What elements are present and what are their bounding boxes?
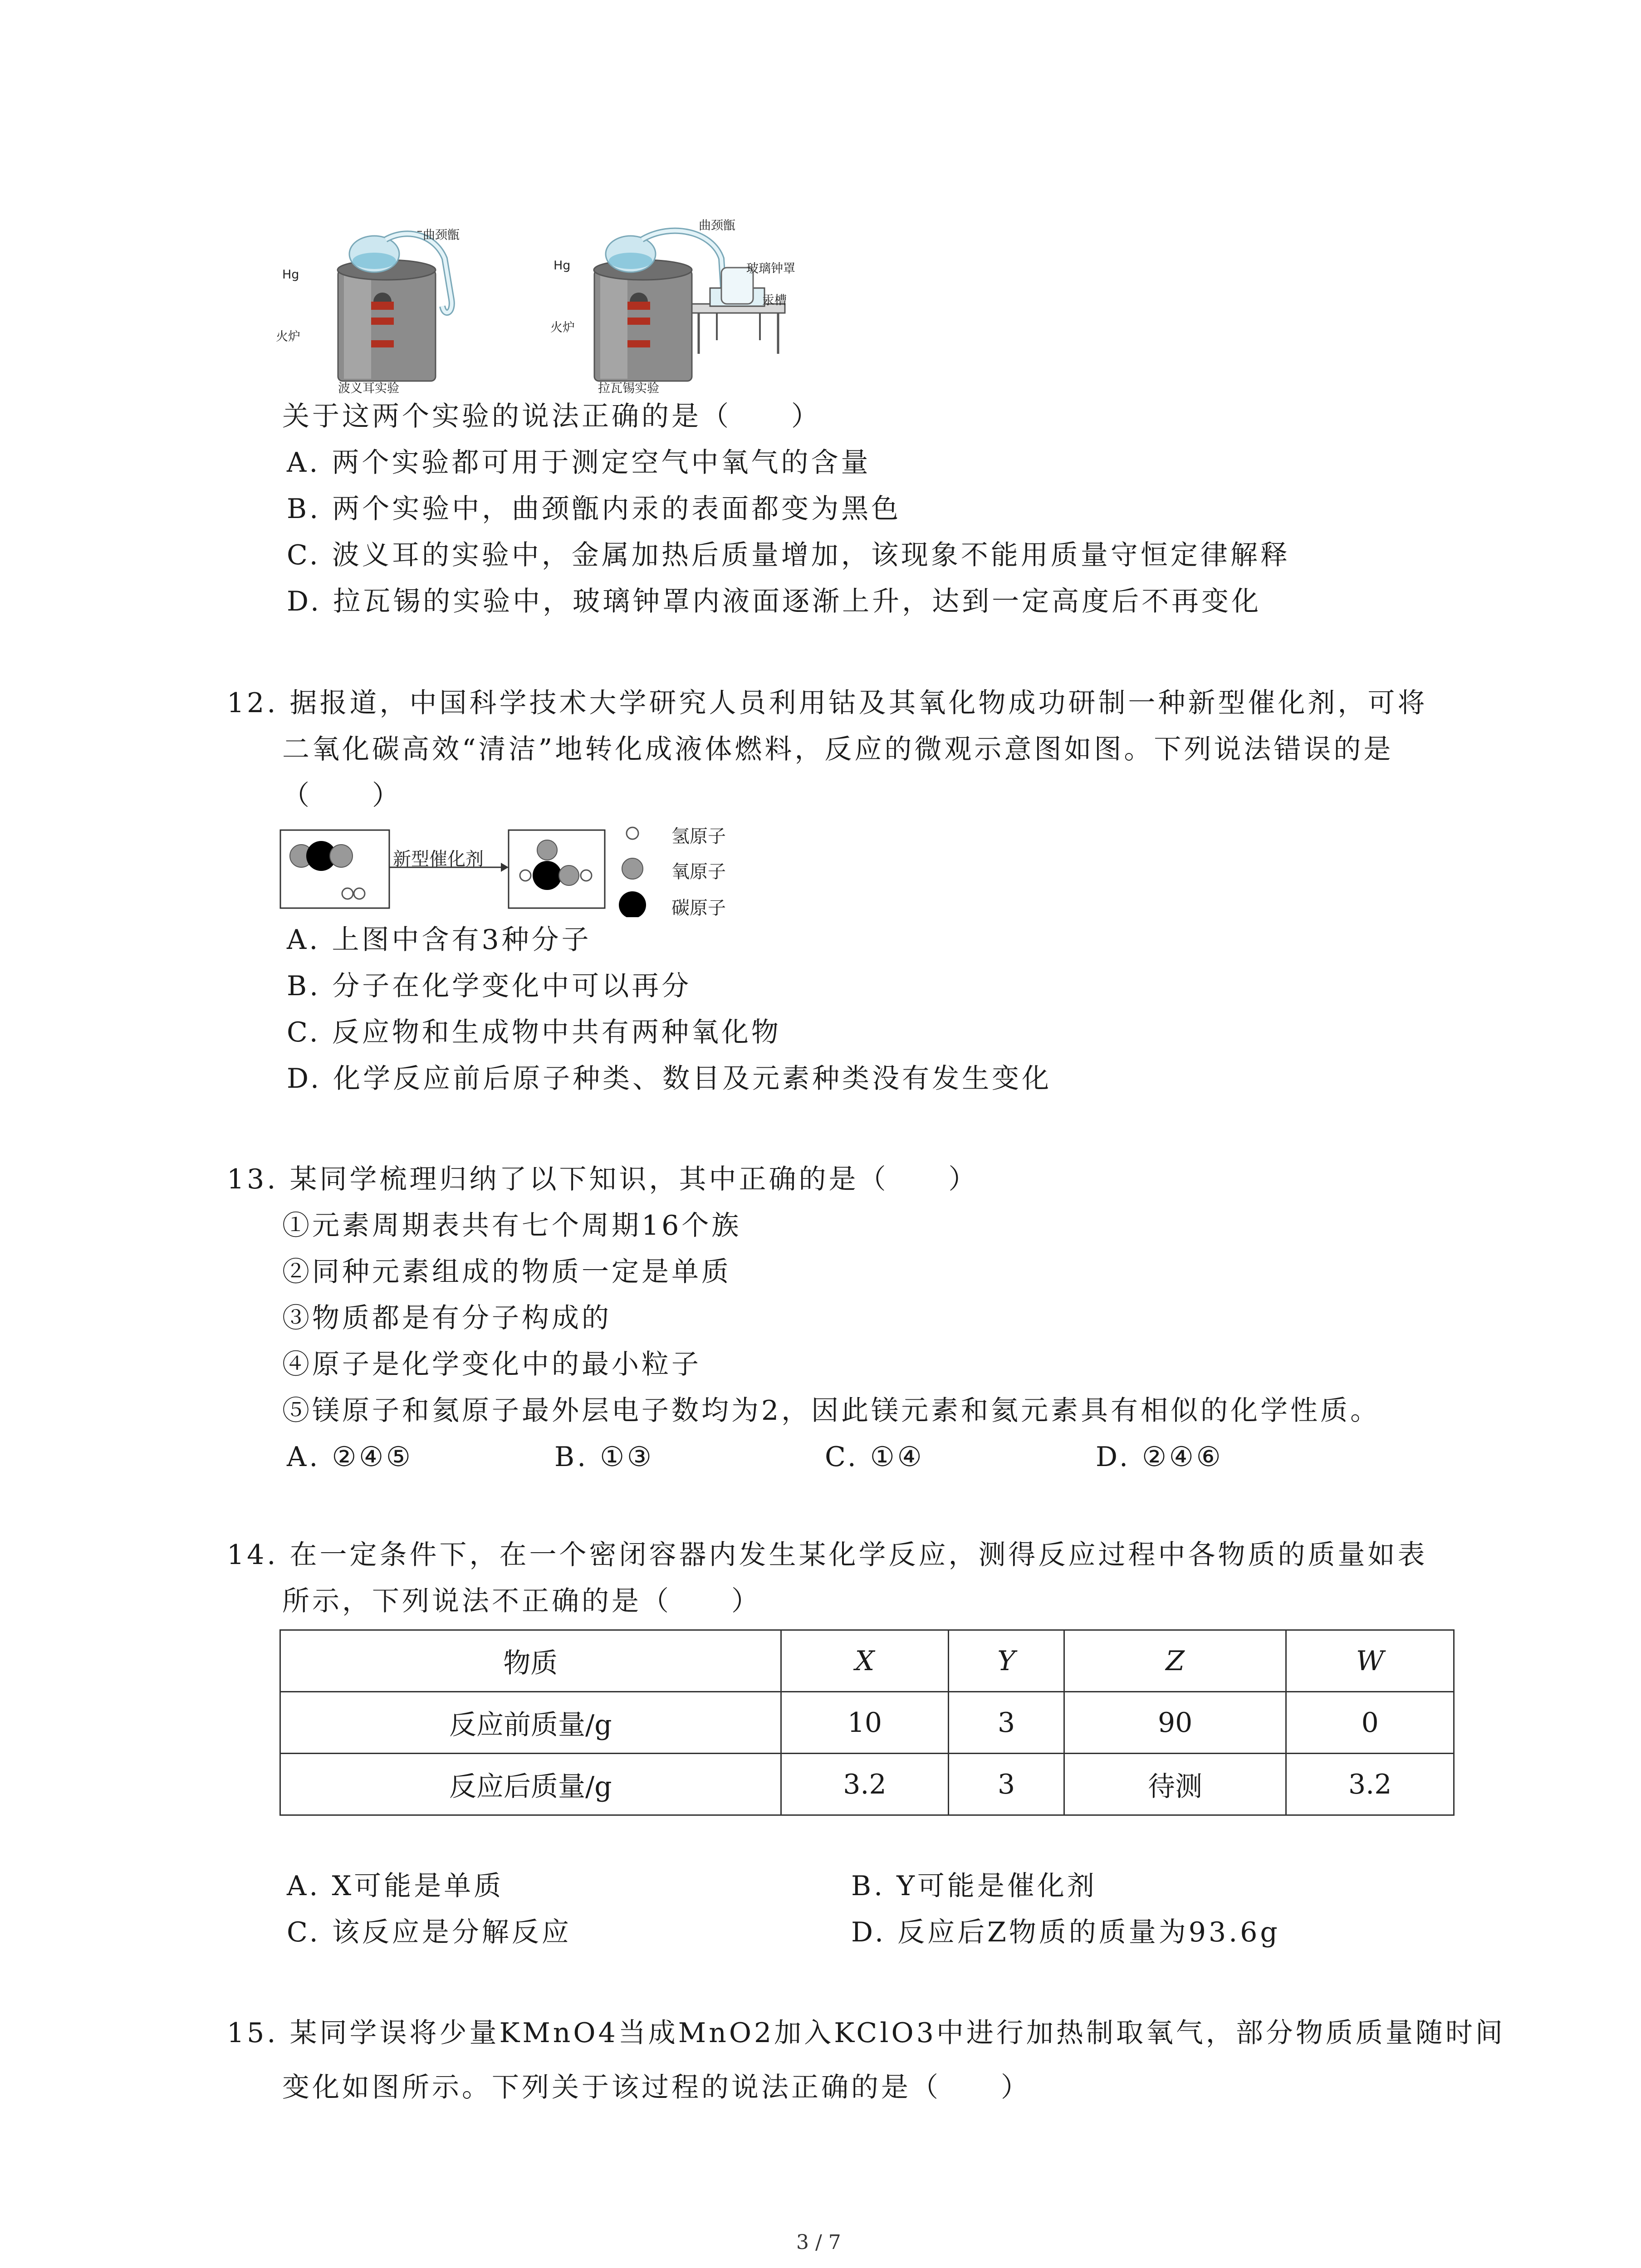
table-header-cell: Z	[1064, 1630, 1286, 1692]
q13-item-1: ①元素周期表共有七个周期16个族	[282, 1210, 742, 1242]
q11-option-b: B. 两个实验中，曲颈甑内汞的表面都变为黑色	[287, 493, 901, 525]
q11-option-c: C. 波义耳的实验中，金属加热后质量增加，该现象不能用质量守恒定律解释	[287, 539, 1290, 571]
q13-option-d: D. ②④⑥	[1096, 1441, 1224, 1473]
q13-item-3: ③物质都是有分子构成的	[282, 1302, 612, 1334]
table-cell: 反应前质量/g	[280, 1692, 781, 1754]
hydrogen-atom-icon	[581, 870, 592, 881]
table-header-cell: X	[781, 1630, 949, 1692]
q12-option-d: D. 化学反应前后原子种类、数目及元素种类没有发生变化	[287, 1063, 1052, 1095]
q13-item-4: ④原子是化学变化中的最小粒子	[282, 1349, 701, 1380]
label-hg-1: Hg	[282, 268, 299, 282]
q13-option-b: B. ①③	[554, 1441, 654, 1473]
table-row	[280, 1692, 1454, 1754]
boyle-apparatus	[338, 231, 452, 381]
q12-line-2: 二氧化碳高效“清洁”地转化成液体燃料，反应的微观示意图如图。下列说法错误的是	[282, 733, 1394, 765]
table-cell: 3	[949, 1754, 1064, 1815]
hydrogen-atom-icon	[342, 888, 353, 899]
q15-line-2: 变化如图所示。下列关于该过程的说法正确的是（ ）	[282, 2072, 1031, 2103]
q13-option-a: A. ②④⑤	[287, 1441, 413, 1473]
oxygen-atom-icon	[537, 840, 557, 860]
hydrogen-atom-icon	[520, 870, 531, 881]
q14-option-b: B. Y可能是催化剂	[851, 1870, 1097, 1902]
legend-hydrogen-icon	[627, 827, 638, 839]
label-hg-2: Hg	[554, 259, 571, 273]
table-header-cell: 物质	[280, 1630, 781, 1692]
q13-item-2: ②同种元素组成的物质一定是单质	[282, 1256, 731, 1288]
q11-option-d: D. 拉瓦锡的实验中，玻璃钟罩内液面逐渐上升，达到一定高度后不再变化	[287, 586, 1262, 617]
q12-line-1: 12. 据报道，中国科学技术大学研究人员利用钴及其氧化物成功研制一种新型催化剂，可将	[227, 687, 1428, 719]
q14-option-c: C. 该反应是分解反应	[287, 1916, 572, 1948]
label-bell-jar: 玻璃钟罩	[746, 262, 795, 276]
legend-carbon-label: 碳原子	[671, 898, 726, 919]
table-cell: 3.2	[781, 1754, 949, 1815]
oxygen-atom-icon	[330, 845, 353, 867]
label-flask-1: 曲颈甑	[423, 228, 460, 242]
table-cell: 90	[1064, 1692, 1286, 1754]
q14-line-2: 所示，下列说法不正确的是（ ）	[282, 1585, 761, 1617]
q13-item-5: ⑤镁原子和氦原子最外层电子数均为2，因此镁元素和氦元素具有相似的化学性质。	[282, 1395, 1381, 1427]
table-header-cell: Y	[949, 1630, 1064, 1692]
q14-option-a: A. X可能是单质	[287, 1870, 504, 1902]
table-header-row	[280, 1630, 1454, 1692]
table-cell: 3	[949, 1692, 1064, 1754]
reactant-box	[280, 830, 389, 908]
q12-option-b: B. 分子在化学变化中可以再分	[287, 970, 692, 1002]
caption-lavoisier: 拉瓦锡实验	[598, 381, 659, 396]
table-cell: 0	[1286, 1692, 1454, 1754]
label-flask-2: 曲颈甑	[699, 219, 735, 233]
q14-line-1: 14. 在一定条件下，在一个密闭容器内发生某化学反应，测得反应过程中各物质的质量如表	[227, 1539, 1428, 1571]
oxygen-atom-icon	[559, 865, 579, 885]
legend-carbon-icon	[619, 891, 646, 917]
legend-hydrogen-label: 氢原子	[671, 826, 726, 847]
table-cell: 10	[781, 1692, 949, 1754]
carbon-atom-icon	[533, 861, 562, 890]
q15-line-1: 15. 某同学误将少量KMnO4当成MnO2加入KClO3中进行加热制取氧气，部分物质质量随时间	[227, 2017, 1505, 2049]
q13-option-c: C. ①④	[825, 1441, 925, 1473]
q14-mass-table	[279, 1629, 1455, 1816]
label-furnace-1: 火炉	[276, 330, 300, 344]
table-header-cell: W	[1286, 1630, 1454, 1692]
table-cell: 反应后质量/g	[280, 1754, 781, 1815]
q12-line-3: （ ）	[282, 780, 402, 811]
q13-stem: 13. 某同学梳理归纳了以下知识，其中正确的是（ ）	[227, 1163, 979, 1195]
q11-stem: 关于这两个实验的说法正确的是（ ）	[282, 401, 821, 432]
q12-option-c: C. 反应物和生成物中共有两种氧化物	[287, 1017, 781, 1048]
q14-option-d: D. 反应后Z物质的质量为93.6g	[851, 1916, 1280, 1948]
label-trough: 汞槽	[762, 293, 787, 308]
hydrogen-atom-icon	[354, 888, 365, 899]
legend-oxygen-label: 氧原子	[671, 861, 726, 882]
label-furnace-2: 火炉	[550, 321, 575, 335]
page-number: 3 / 7	[796, 2231, 841, 2254]
caption-boyle: 波义耳实验	[338, 381, 399, 396]
table-cell: 待测	[1064, 1754, 1286, 1815]
table-row	[280, 1754, 1454, 1815]
q11-option-a: A. 两个实验都可用于测定空气中氧气的含量	[287, 447, 871, 479]
legend-oxygen-icon	[622, 858, 643, 879]
catalyst-label: 新型催化剂	[393, 849, 484, 870]
q12-option-a: A. 上图中含有3种分子	[287, 924, 592, 956]
table-cell: 3.2	[1286, 1754, 1454, 1815]
lavoisier-apparatus	[594, 231, 785, 381]
